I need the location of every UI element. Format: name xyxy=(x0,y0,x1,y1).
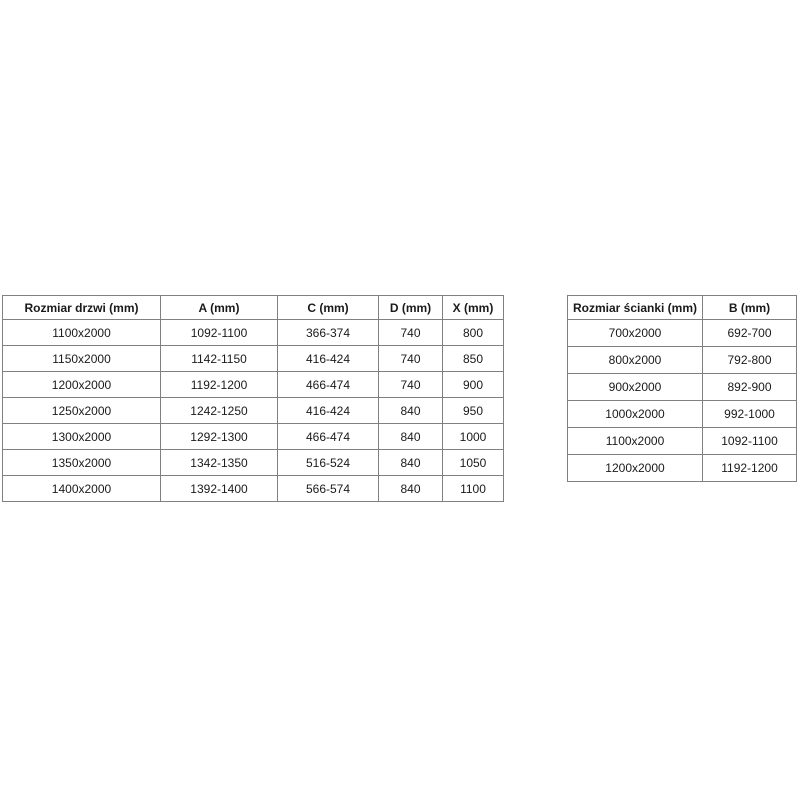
table-row xyxy=(3,346,504,372)
table-cell: 700x2000 xyxy=(568,320,703,347)
table-cell: 1050 xyxy=(443,450,504,476)
column-header: D (mm) xyxy=(379,296,443,320)
column-header: X (mm) xyxy=(443,296,504,320)
header-row xyxy=(3,296,504,320)
table-cell: 416-424 xyxy=(278,346,379,372)
table-cell: 840 xyxy=(379,398,443,424)
table-row xyxy=(3,424,504,450)
table-row xyxy=(568,428,797,455)
table-cell: 892-900 xyxy=(703,374,797,401)
table-row xyxy=(3,450,504,476)
table-cell: 1000x2000 xyxy=(568,401,703,428)
column-header: Rozmiar ścianki (mm) xyxy=(568,296,703,320)
table-cell: 1192-1200 xyxy=(161,372,278,398)
table-cell: 800 xyxy=(443,320,504,346)
table-cell: 1000 xyxy=(443,424,504,450)
table-cell: 840 xyxy=(379,450,443,476)
table-cell: 1200x2000 xyxy=(568,455,703,482)
table-cell: 900 xyxy=(443,372,504,398)
table-cell: 1192-1200 xyxy=(703,455,797,482)
table-cell: 1092-1100 xyxy=(703,428,797,455)
table-cell: 1292-1300 xyxy=(161,424,278,450)
table-cell: 1250x2000 xyxy=(3,398,161,424)
table-cell: 740 xyxy=(379,346,443,372)
column-header: Rozmiar drzwi (mm) xyxy=(3,296,161,320)
table-cell: 692-700 xyxy=(703,320,797,347)
table-row xyxy=(568,401,797,428)
table-cell: 992-1000 xyxy=(703,401,797,428)
table-row xyxy=(3,398,504,424)
table-cell: 1350x2000 xyxy=(3,450,161,476)
table-row xyxy=(568,455,797,482)
table-row xyxy=(568,347,797,374)
table-row xyxy=(3,372,504,398)
table-cell: 416-424 xyxy=(278,398,379,424)
table-cell: 1100 xyxy=(443,476,504,502)
table-row xyxy=(3,320,504,346)
table-cell: 1392-1400 xyxy=(161,476,278,502)
table-cell: 840 xyxy=(379,476,443,502)
table-cell: 1400x2000 xyxy=(3,476,161,502)
table-cell: 1092-1100 xyxy=(161,320,278,346)
table-cell: 466-474 xyxy=(278,424,379,450)
table-cell: 1342-1350 xyxy=(161,450,278,476)
table-cell: 900x2000 xyxy=(568,374,703,401)
table-cell: 740 xyxy=(379,320,443,346)
table-cell: 792-800 xyxy=(703,347,797,374)
wall-size-table xyxy=(567,295,797,482)
table-cell: 1242-1250 xyxy=(161,398,278,424)
table-cell: 1150x2000 xyxy=(3,346,161,372)
table-cell: 840 xyxy=(379,424,443,450)
table-cell: 466-474 xyxy=(278,372,379,398)
table-cell: 800x2000 xyxy=(568,347,703,374)
column-header: A (mm) xyxy=(161,296,278,320)
column-header: C (mm) xyxy=(278,296,379,320)
table-cell: 1100x2000 xyxy=(568,428,703,455)
table-row xyxy=(568,374,797,401)
table-cell: 566-574 xyxy=(278,476,379,502)
door-size-table xyxy=(2,295,504,502)
table-cell: 1100x2000 xyxy=(3,320,161,346)
table-cell: 950 xyxy=(443,398,504,424)
column-header: B (mm) xyxy=(703,296,797,320)
table-cell: 1300x2000 xyxy=(3,424,161,450)
table-row xyxy=(568,320,797,347)
table-cell: 850 xyxy=(443,346,504,372)
table-cell: 1142-1150 xyxy=(161,346,278,372)
table-cell: 366-374 xyxy=(278,320,379,346)
table-cell: 516-524 xyxy=(278,450,379,476)
header-row xyxy=(568,296,797,320)
table-cell: 740 xyxy=(379,372,443,398)
table-cell: 1200x2000 xyxy=(3,372,161,398)
table-row xyxy=(3,476,504,502)
